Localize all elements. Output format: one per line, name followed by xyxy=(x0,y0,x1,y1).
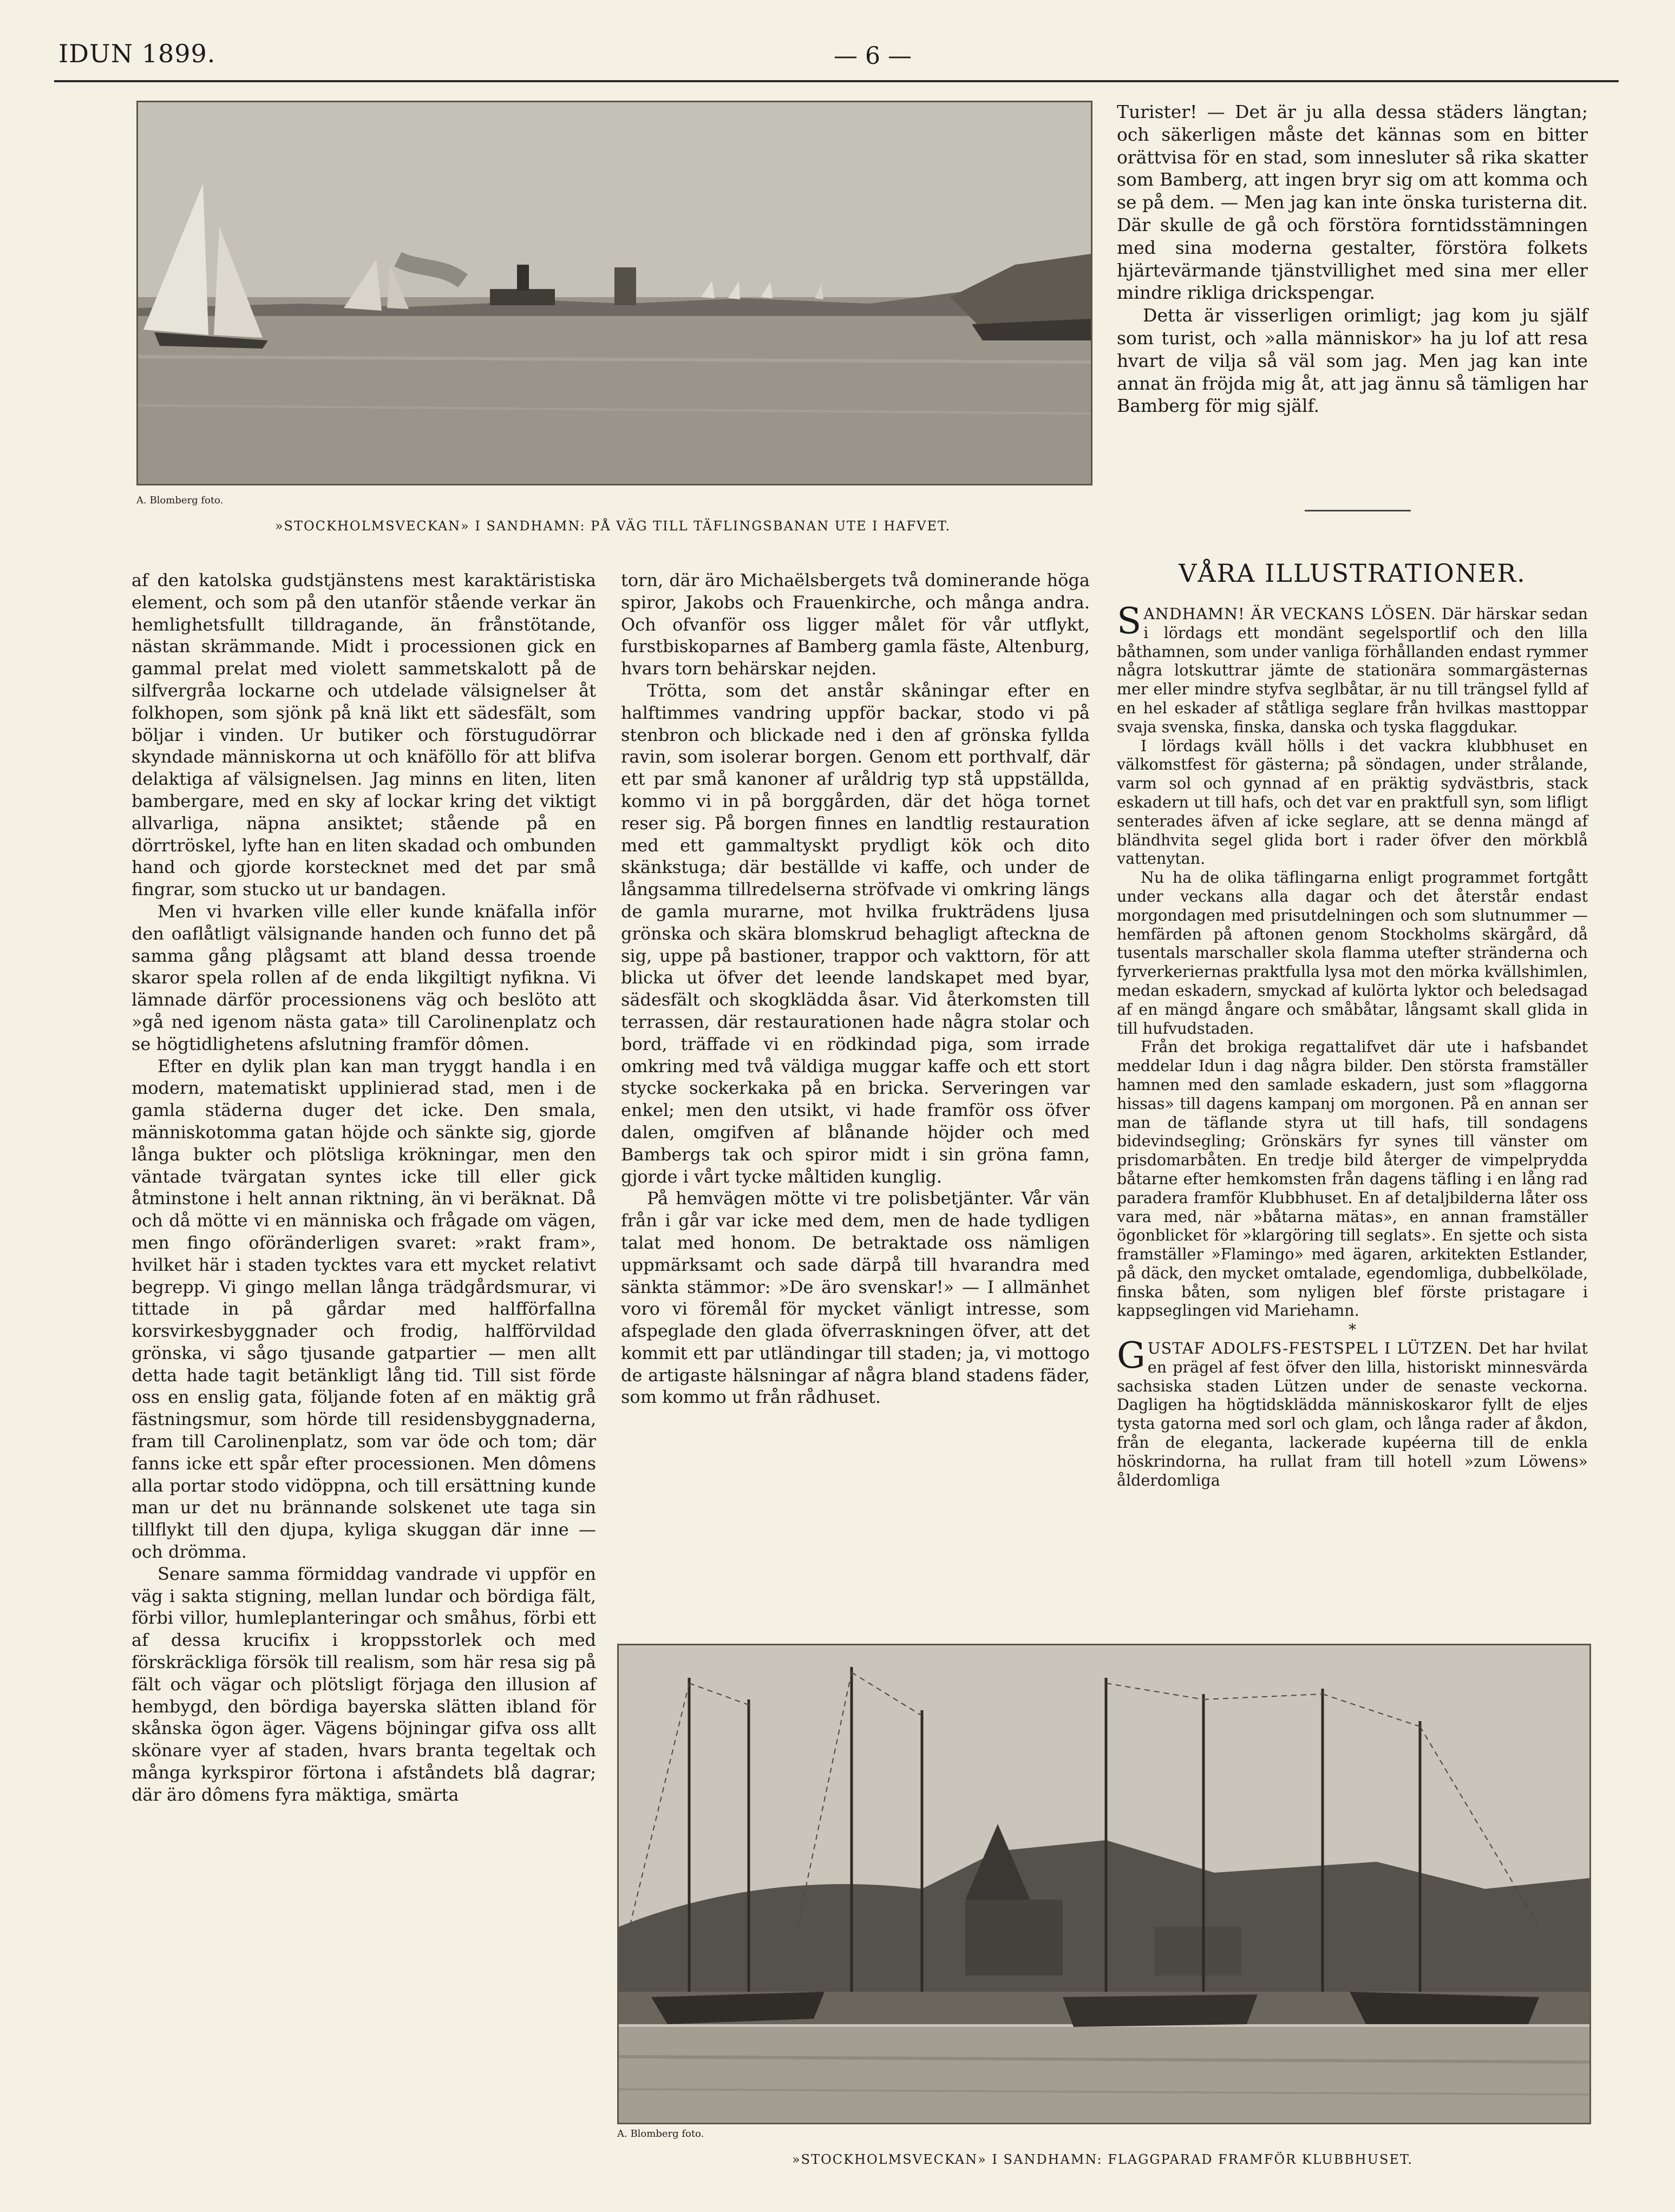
page-number: — 6 — xyxy=(834,42,912,70)
middle-paragraph-2: Trötta, som det anstår skåningar efter en halftimmes vandring uppför backar, stodo vi på stenbron och blickade ned i den af grönska fyllda ravin, som isolerar borgen. Genom ett porthvalf, där ett par små kanoner af uråldrig typ stå uppställda, kommo vi in på borggården, där det höga tornet reser sig. På borgen finnes en landtlig restauration med ett gammaltyskt prydligt kök och dito skänkstuga; där beställde vi kaffe, och under de långsamma tillredelserna ströfvade vi omkring längs de gamla murarne, mot hvilka frukträdens ljusa grönska och skära blomskrud behagligt afteckna de sig, uppe på bastioner, trappor och vakttorn, för att blicka ut öfver det leende landskapet med byar, sädesfält och skogklädda åsar. Vid återkomsten till terrassen, där restaurationen hade några stolar och bord, träffade vi en rödkindad piga, som irrade omkring med två väldiga muggar kaffe och ett stort stycke sockerkaka på en bricka. Serveringen var enkel; men den utsikt, vi hade framför oss öfver dalen, omgifven af blånande höjder och med Bambergs tak och spiror midt i sin gröna famn, gjorde i vårt tycke måltiden kunglig. xyxy=(621,680,1090,1187)
section-divider xyxy=(1305,510,1411,511)
top-photo-caption: »STOCKHOLMSVECKAN» I SANDHAMN: PÅ VÄG TILL TÄFLINGSBANAN UTE I HAFVET. xyxy=(274,518,951,534)
left-paragraph-2: Men vi hvarken ville eller kunde knäfalla inför den oaflåtligt välsignande handen och funno det på samma gång plågsamt att bland dessa troende skaror spela rollen af de enda likgiltigt nyfikna. Vi lämnade därför processionens väg och beslöto att »gå ned igenom nästa gata» till Carolinenplatz och se högtidlighetens afslutning framför dômen. xyxy=(132,901,596,1054)
section-heading-illustrations: VÅRA ILLUSTRATIONER. xyxy=(1179,559,1526,588)
middle-paragraph-1: torn, där äro Michaëlsbergets två dominerande höga spiror, Jakobs och Frauenkirche, och många andra. Och ofvanför oss ligger målet för vår utflykt, furstbiskoparnes af Bamberg gamla fäste, Altenburg, hvars torn behärskar nejden. xyxy=(621,570,1090,679)
right-top-paragraph-2: Detta är visserligen orimligt; jag kom ju själf som turist, och »alla människor» ha ju lof att resa hvart de vilja så väl som jag. Men jag kan inte annat än fröjda mig åt, att jag ännu så tämligen har Bamberg för mig själf. xyxy=(1117,305,1588,417)
sandhamn-paragraph-3: Nu ha de olika täflingarna enligt programmet fortgått under veckans alla dagar och det återstår endast morgondagen med prisutdelningen och som slutnummer — hemfärden på aftonen genom Stockholms skärgård, då tusentals marschaller skola flamma utefter stränderna och fyrverkeriernas praktfulla lysa mot den mörka kvällshimlen, medan eskadern, smyckad af kulörta lyktor och beledsagad af en mängd ångare och småbåtar, långsamt skall glida in till hufvudstaden. xyxy=(1117,869,1588,1038)
middle-paragraph-3: På hemvägen mötte vi tre polisbetjänter. Vår vän från i går var icke med dem, men de hade tydligen talat med honom. De betraktade oss nämligen uppmärksamt och sade därpå till hvarandra med sänkta stämmor: »De äro svenskar!» — I allmänhet voro vi föremål för mycket vänligt intresse, som afspeglade den glada öfverraskningen öfver, att det kommit ett par utländingar till staden; ja, vi mottogo de artigaste hälsningar af några bland stadens fäder, som kommo ut från rådhuset. xyxy=(621,1188,1090,1408)
top-photo-regatta xyxy=(136,101,1092,485)
sandhamn-lead: ANDHAMN! ÄR VECKANS LÖSEN. xyxy=(1143,605,1436,623)
left-paragraph-4: Senare samma förmiddag vandrade vi uppför en väg i sakta stigning, mellan lundar och bördiga fält, förbi villor, humleplanteringar och småhus, förbi ett af dessa krucifix i kroppsstorlek och med förskräckliga försök till realism, som här resa sig på fält och vägar och plötsligt förjaga den illusion af hembygd, den bördiga bayerska slätten ibland för skånska ögon äger. Vägens böjningar gifva oss allt skönare vyer af staden, hvars branta tegeltak och många kyrkspiror förtona i afståndets blå dagrar; där äro dômens fyra mäktiga, smärta xyxy=(132,1563,596,1805)
publication-title: IDUN 1899. xyxy=(58,39,216,68)
lutzen-paragraph-1: Det har hvilat en prägel af fest öfver den lilla, historiskt minnesvärda sachsiska staden Lützen under de senaste veckorna. Dagligen ha högtidsklädda människoskaror fyllt de eljes tysta gatorna med sorl och glam, och långa rader af åkdon, från de eleganta, lackerade kupéerna till de enkla höskrindorna, ha rullat fram till hotell »zum Löwens» ålderdomliga xyxy=(1117,1340,1588,1489)
dropcap-g: G xyxy=(1117,1335,1146,1377)
bottom-photo-caption: »STOCKHOLMSVECKAN» I SANDHAMN: FLAGGPARAD FRAMFÖR KLUBBHUSET. xyxy=(791,2152,1414,2167)
right-top-paragraph-1: Turister! — Det är ju alla dessa städers längtan; och säkerligen måste det kännas som en bitter orättvisa för en stad, som innesluter så rika skatter som Bamberg, att ingen bryr sig om att komma och se på dem. — Men jag kan inte önska turisterna dit. Där skulle de gå och förstöra forntidsstämningen med sina moderna gestalter, förstöra folkets hjärtevärmande tjänstvillighet med sina mer eller mindre rikliga drickspengar. xyxy=(1117,101,1588,304)
sandhamn-paragraph-4: Från det brokiga regattalifvet där ute i hafsbandet meddelar Idun i dag några bilder. Den största framställer hamnen med den samlade eskadern, just som »flaggorna hissas» till dagens kampanj om morgonen. På en annan ser man de täflande styra ut till hafs, till sondagens bidevindsegling; Grönskärs fyr synes till vänster om prisdomarbåten. En tredje bild återger de vimpelprydda båtarne efter hemkomsten från dagens täfling i en lång rad paradera framför Klubbhuset. En af detaljbilderna låter oss vara med, när »båtarna mätas», en annan framställer ögonblicket för »klargöring till seglats». En sjette och sista framställer »Flamingo» med ägaren, arkitekten Estlander, på däck, den mycket omtalade, egendomliga, dubbelkölade, finska båten, som nyligen blef förste pristagare i kappseglingen vid Mariehamn. xyxy=(1117,1038,1588,1320)
left-column xyxy=(132,569,596,1806)
middle-column xyxy=(621,569,1090,1408)
right-top-column xyxy=(1117,101,1588,417)
left-paragraph-1: af den katolska gudstjänstens mest karaktäristiska element, och som på den utanför stående verkar än hemlighetsfullt tilldragande, än frånstötande, nästan skrämmande. Midt i processionen gick en gammal prelat med violett sammetskalott på de silfvergråa lockarne och utdelade välsignelser åt folkhopen, som sjönk på knä likt ett sädesfält, som böljar i vinden. Ur butiker och förstugudörrar skyndade människorna ut och knäföllo för att blifva delaktiga af välsignelsen. Jag minns en liten, liten bambergare, med en sky af lockar kring det viktigt allvarliga, näpna ansiktet; stående på en dörrtröskel, lyfte han en liten skadad och ombunden hand och gjorde korstecknet med det par små fingrar, som stucko ut ur bandagen. xyxy=(132,570,596,900)
sailboats-image xyxy=(138,102,1091,484)
header-rule xyxy=(54,80,1619,82)
section-separator-asterisk: * xyxy=(1349,1321,1356,1339)
harbour-clubhouse-image xyxy=(619,1645,1589,2123)
top-photo-credit: A. Blomberg foto. xyxy=(136,495,224,506)
sandhamn-paragraph-1: Där härskar sedan i lördags ett mondänt segelsportlif och den lilla båthamnen, som under vanliga förhållanden endast rymmer några lotskuttrar jämte de stationära sommargästernas mer eller mindre styfva seglbåtar, är nu till trängsel fylld af en hel eskader af ståtliga seglare från hvilkas masttoppar svaja svenska, finska, danska och tyska flaggdukar. xyxy=(1117,605,1588,736)
sandhamn-paragraph-2: I lördags kväll hölls i det vackra klubbhuset en välkomstfest för gästerna; på söndagen, under strålande, varm sol och gynnad af en präktig sydvästbris, stack eskadern ut till hafs, och det var en praktfull syn, som lifligt senterades äfven af icke seglare, att se denna mängd af bländhvita segel glida bort i rader öfver den mörkblå vattenytan. xyxy=(1117,737,1588,868)
left-paragraph-3: Efter en dylik plan kan man tryggt handla i en modern, matematiskt upplinierad stad, men i de gamla städerna duger det icke. Den smala, människotomma gatan höjde och sänkte sig, gjorde långa bukter och plötsliga krökningar, men den väntade tvärgatan syntes icke till eller gick åtminstone i helt annan riktning, än vi beräknat. Då och då mötte vi en människa och frågade om vägen, men fingo oföränderligen svaret: »rakt fram», hvilket här i staden tycktes vara ett mycket relativt begrepp. Vi gingo mellan långa trädgårdsmurar, vi tittade in på gårdar med halfförfallna korsvirkesbyggnader och frodig, halfförvildad grönska, vi sågo tjusande gatpartier — men allt detta hade tagit betänkligt lång tid. Till sist förde oss en enslig gata, följande foten af en mäktig grå fästningsmur, som hörde till residensbyggnaderna, fram till Carolinenplatz, som var öde och tom; där fanns icke ett spår efter processionen. Men dômens alla portar stodo vidöppna, och till ersättning kunde man ur det nu brännande solskenet ute taga sin tillflykt till den djupa, kyliga skuggan där inne — och drömma. xyxy=(132,1055,596,1563)
illustrations-column xyxy=(1117,600,1588,1490)
bottom-photo-credit: A. Blomberg foto. xyxy=(617,2128,704,2139)
lutzen-lead: USTAF ADOLFS-FESTSPEL I LÜTZEN. xyxy=(1147,1340,1473,1358)
bottom-photo-flag-parade xyxy=(617,1644,1591,2124)
dropcap-s: S xyxy=(1117,600,1142,642)
